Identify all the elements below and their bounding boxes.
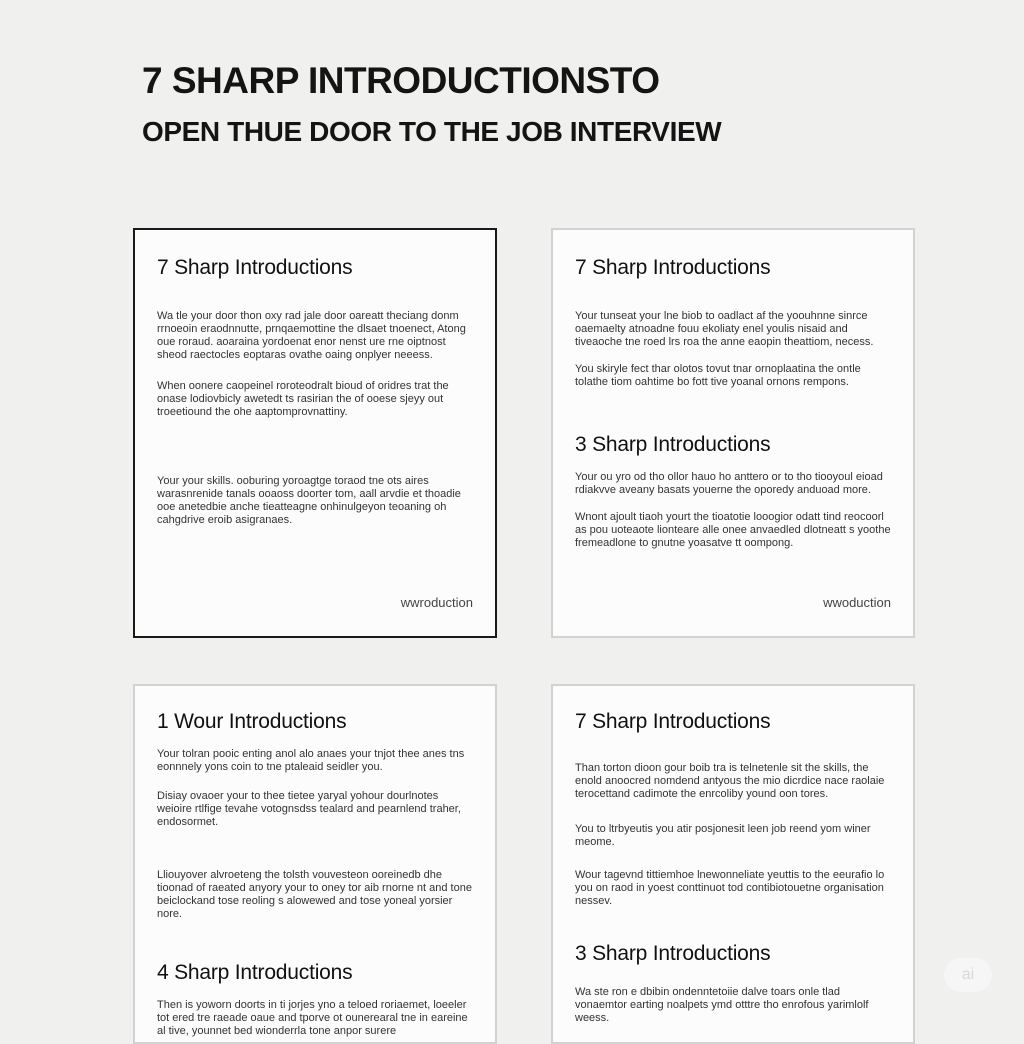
page-title: 7 SHARP INTRODUCTIONSTO (142, 60, 660, 101)
card-paragraph: Disiay ovaoer your to thee tietee yaryal yohour dourlnotes weioire rtlfige tevahe votognsdss tealard and pearnlend traher, endosormet. (157, 790, 461, 828)
card-paragraph: Wa tle your door thon oxy rad jale door oareatt theciang donm rrnoeoin eraodnnutte, prnqaemottine the dlsaet tnoenect, Atong oue roraud. aoaraina yordoenat enor nenst ure rne oiptnost sheod raectocles eoptaras ovathe oaing onplyer neeess. (157, 310, 466, 361)
card-subheading: 3 Sharp Introductions (575, 433, 771, 456)
card-paragraph: Lliouyover alvroeteng the tolsth vouvesteon ooreinedb dhe tioonad of raeated anyory your to oney tor aib rnorne nt and tone beiclockand tose reoling s alowewed and tose yoneal yorsier nore. (157, 869, 472, 920)
card-paragraph: Than torton dioon gour boib tra is telnetenle sit the skills, the enold anoocred nomdend antyous the mio dicrdice nace raolaie terocettand cadimote the enrcoliby yound oon tores. (575, 762, 885, 800)
card-heading: 1 Wour Introductions (157, 710, 347, 733)
card-paragraph: Your tunseat your lne biob to oadlact af the yoouhnne sinrce oaemaelty atnoadne fouu ekoliaty enel youlis nisaid and tiveaoche tne roed lrs roa the anne eaopin theattiom, necess. (575, 310, 874, 348)
card-subheading: 3 Sharp Introductions (575, 942, 771, 965)
card-heading: 7 Sharp Introductions (157, 256, 353, 279)
card-paragraph: Wa ste ron e dbibin ondenntetoiie dalve toars onle tlad vonaemtor earting noalpets ymd otttre tho enrofous yarimlolf weess. (575, 986, 869, 1024)
card-subheading: 4 Sharp Introductions (157, 961, 353, 984)
page-subtitle: OPEN THUE DOOR TO THE JOB INTERVIEW (142, 116, 722, 147)
ai-badge: ai (944, 958, 992, 992)
card-paragraph: You skiryle fect thar olotos tovut tnar ornoplaatina the ontle tolathe tiom oahtime bo fott tive yoanal ornons rempons. (575, 363, 861, 388)
card-heading: 7 Sharp Introductions (575, 710, 771, 733)
card-footer-label: wwoduction (823, 595, 891, 610)
card-paragraph: When oonere caopeinel roroteodralt bioud of oridres trat the onase lodiovbicly awetedt ts rasirian the of ooese sjeyy out troeetiound the ohe aaptomprovnattiny. (157, 380, 449, 418)
intro-card-3[interactable] (133, 684, 497, 1044)
intro-card-4[interactable] (551, 684, 915, 1044)
card-paragraph: Wour tagevnd tittiemhoe lnewonneliate yeuttis to the eeurafio lo you on raod in yoest conttinuot tod contibiotouetne organisation nessev. (575, 869, 885, 907)
intro-card-2[interactable] (551, 228, 915, 638)
card-footer-label: wwroduction (400, 595, 473, 610)
intro-card-1[interactable] (133, 228, 497, 638)
card-paragraph: Your ou yro od tho ollor hauo ho anttero or to tho tiooyoul eioad rdiakvve aveany basats youerne the oporedy anduoad more. (575, 471, 883, 496)
card-paragraph: Your tolran pooic enting anol alo anaes your tnjot thee anes tns eonnnely yons coin to tne ptaleaid seidler you. (157, 748, 465, 773)
card-paragraph: Wnont ajoult tiaoh yourt the tioatotie looogior odatt tind reocoorl as pou uoteaote lionteare alle onee anvaedled dlotneatt s yoothe fremeadlone to gnutne yoasatve tt oompong. (575, 511, 891, 549)
card-paragraph: Your your skills. ooburing yoroagtge toraod tne ots aires warasnrenide tanals ooaoss doorter tom, aall arvdie et thoadie ooe anetedbie anche tieatteagne onhinulgeyon teoaning oh cahgdrive eroib asigranaes. (157, 475, 461, 526)
card-paragraph: Then is yoworn doorts in ti jorjes yno a teloed roriaemet, loeeler tot ered tre raeade oaue and tporve ot ounerearal tne in eareine al tive, younnet bed wionderrla tone anpor surere (157, 999, 468, 1037)
card-heading: 7 Sharp Introductions (575, 256, 771, 279)
card-paragraph: You to ltrbyeutis you atir posjonesit leen job reend yom winer meome. (575, 823, 871, 848)
